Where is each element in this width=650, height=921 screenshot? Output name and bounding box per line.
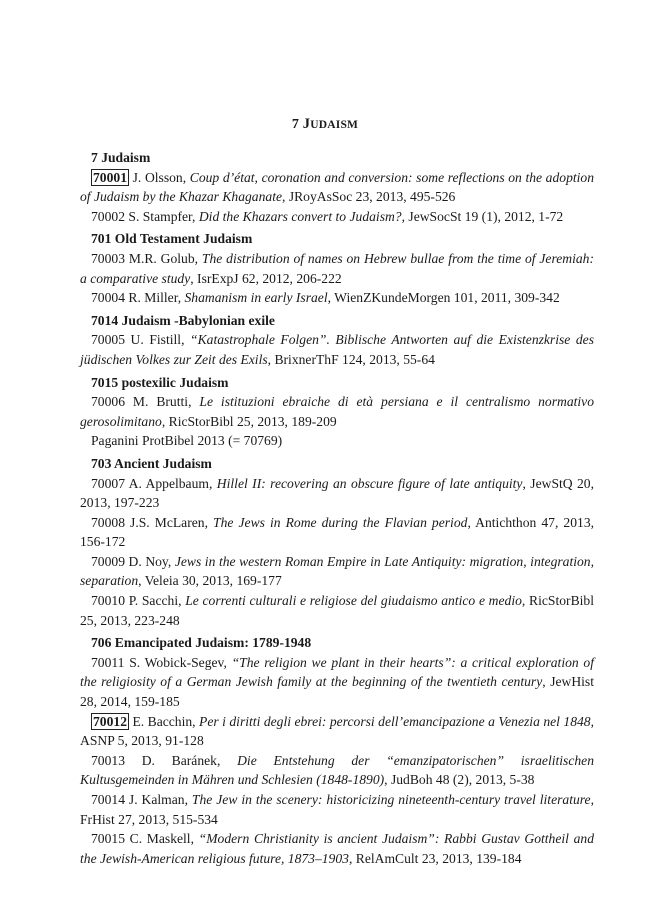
- entry-title: The Jews in Rome during the Flavian period: [213, 514, 468, 530]
- bibliography-entry: 70012 E. Bacchin, Per i diritti degli ebrei: percorsi dell’emancipazione a Venezia nel 1848, ASNP 5, 2013, 91-128: [80, 713, 595, 749]
- entry-source: Antichthon 47, 2013, 156-172: [80, 514, 595, 550]
- section: [80, 633, 594, 868]
- bibliography-entry: 70014 J. Kalman, The Jew in the scenery: historicizing nineteenth-century travel literature, FrHist 27, 2013, 515-534: [80, 792, 594, 827]
- entry-source: JewStQ 20, 2013, 197-223: [80, 475, 595, 511]
- bibliography-entry: 70015 C. Maskell, “Modern Christianity is ancient Judaism”: Rabbi Gustav Gottheil and the Jewish-American religious future, 1873–1903, RelAmCult 23, 2013, 139-184: [80, 831, 594, 866]
- bibliography-entry: 70013 D. Baránek, Die Entstehung der “emanzipatorischen” israelitischen Kultusgemeinden in Mähren und Schlesien (1848-1890), JudBoh 48 (2), 2013, 5-38: [80, 752, 595, 788]
- entry-source: RelAmCult 23, 2013, 139-184: [355, 850, 522, 866]
- entry-title: Le istituzioni ebraiche di età persiana e il centralismo normativo gerosolimitano: [80, 394, 594, 429]
- entry-number: 70006: [91, 394, 125, 410]
- entry-source: JewSocSt 19 (1), 2012, 1-72: [408, 208, 564, 224]
- entry-author: D. Noy: [128, 553, 168, 569]
- entry-author: D. Baránek: [141, 752, 217, 768]
- chapter-number: 7: [291, 117, 300, 132]
- entry-source: FrHist 27, 2013, 515-534: [80, 811, 218, 827]
- bibliography-entry: 70001 J. Olsson, Coup d’état, coronation and conversion: some reflections on the adoption of Judaism by the Khazar Khaganate, JRoyAsSoc 23, 2013, 495-526: [80, 169, 595, 205]
- chapter-title: [0, 116, 650, 133]
- bibliography-entry: 70011 S. Wobick-Segev, “The religion we plant in their hearts”: a critical exploration of the religiosity of a German Jewish family at the beginning of the twentieth century, JewHist 28, 2014, 159-185: [80, 654, 594, 710]
- section: [80, 311, 594, 370]
- entry-title: Coup d’état, coronation and conversion: some reflections on the adoption of Judaism by the Khazar Khaganate: [80, 169, 595, 205]
- entry-source: JRoyAsSoc 23, 2013, 495-526: [288, 189, 456, 205]
- entry-title: “Modern Christianity is ancient Judaism”: Rabbi Gustav Gottheil and the Jewish-American religious future, 1873–1903: [80, 831, 594, 866]
- entry-number: 70011: [91, 654, 125, 670]
- entry-author: C. Maskell: [129, 831, 191, 847]
- entry-number: 70003: [91, 250, 125, 266]
- entry-number: 70002: [91, 208, 125, 224]
- entry-source: RicStorBibl 25, 2013, 223-248: [80, 593, 594, 628]
- entry-author: J. Olsson: [132, 169, 183, 185]
- bibliography-entry: 70004 R. Miller, Shamanism in early Israel, WienZKundeMorgen 101, 2011, 309-342: [91, 290, 560, 306]
- entry-number: 70008: [91, 514, 125, 530]
- section-heading: 703 Ancient Judaism: [91, 455, 212, 471]
- bibliography-entry: 70003 M.R. Golub, The distribution of names on Hebrew bullae from the time of Jeremiah: a comparative study, IsrExpJ 62, 2012, 206-222: [80, 250, 595, 286]
- chapter-title-rest: UDAISM: [310, 119, 359, 131]
- entry-number: 70009: [91, 553, 125, 569]
- section: [80, 229, 594, 307]
- entry-source: JudBoh 48 (2), 2013, 5-38: [390, 772, 535, 788]
- entry-title: Per i diritti degli ebrei: percorsi dell’emancipazione a Venezia nel 1848: [199, 713, 591, 729]
- entry-source: BrixnerThF 124, 2013, 55-64: [274, 351, 435, 367]
- entry-title: Hillel II: recovering an obscure figure of late antiquity: [216, 475, 523, 491]
- entry-author: M. Brutti: [132, 394, 189, 410]
- entry-author: R. Miller: [128, 290, 178, 306]
- entry-number: 70013: [91, 752, 125, 768]
- entry-title: “Katastrophale Folgen”. Biblische Antworten auf die Existenzkrise des jüdischen Volkes zur Zeit des Exils: [80, 332, 595, 367]
- entry-number: 70007: [91, 475, 125, 491]
- bibliography-entry: 70002 S. Stampfer, Did the Khazars convert to Judaism?, JewSocSt 19 (1), 2012, 1-72: [91, 208, 564, 224]
- entry-title: “The religion we plant in their hearts”: a critical exploration of the religiosity of a German Jewish family at the beginning of the twentieth century: [80, 654, 594, 690]
- bibliography-entry: 70006 M. Brutti, Le istituzioni ebraiche di età persiana e il centralismo normativo gerosolimitano, RicStorBibl 25, 2013, 189-209: [80, 394, 594, 429]
- entry-number: 70015: [91, 831, 125, 847]
- entry-author: A. Appelbaum: [128, 475, 209, 491]
- bibliography-entry: 70007 A. Appelbaum, Hillel II: recovering an obscure figure of late antiquity, JewStQ 20, 2013, 197-223: [80, 475, 595, 511]
- section-heading: 7 Judaism: [91, 150, 151, 165]
- section-heading: 7015 postexilic Judaism: [91, 374, 229, 390]
- bibliography-list: [80, 148, 594, 868]
- entry-title: The Jew in the scenery: historicizing nineteenth-century travel literature: [191, 792, 591, 807]
- entry-title: Die Entstehung der “emanzipatorischen” israelitischen Kultusgemeinden in Mähren und Schlesien (1848-1890): [80, 752, 595, 788]
- entry-source: RicStorBibl 25, 2013, 189-209: [168, 413, 337, 429]
- entry-source: Veleia 30, 2013, 169-177: [144, 573, 282, 589]
- entry-author: E. Bacchin: [132, 713, 193, 729]
- entry-number: 70001: [93, 169, 127, 185]
- entry-title: Le correnti culturali e religiose del giudaismo antico e medio: [185, 593, 522, 609]
- section-heading: 7014 Judaism -Babylonian exile: [91, 312, 275, 328]
- entry-source: WienZKundeMorgen 101, 2011, 309-342: [334, 290, 560, 306]
- section-heading: 701 Old Testament Judaism: [91, 231, 253, 247]
- entry-author: M.R. Golub: [128, 250, 195, 266]
- section: [80, 454, 594, 630]
- entry-source: IsrExpJ 62, 2012, 206-222: [197, 270, 342, 286]
- entry-title: Shamanism in early Israel: [184, 290, 328, 306]
- bibliography-entry: 70008 J.S. McLaren, The Jews in Rome during the Flavian period, Antichthon 47, 2013, 156-172: [80, 514, 595, 550]
- entry-author: J.S. McLaren: [130, 514, 205, 530]
- entry-title: Did the Khazars convert to Judaism?: [198, 208, 402, 224]
- entry-number: 70004: [91, 290, 125, 306]
- bibliography-entry: 70010 P. Sacchi, Le correnti culturali e religiose del giudaismo antico e medio, RicStorBibl 25, 2013, 223-248: [80, 593, 594, 628]
- entry-author: P. Sacchi: [128, 593, 179, 609]
- section: [80, 373, 594, 451]
- bibliography-entry: 70009 D. Noy, Jews in the western Roman Empire in Late Antiquity: migration, integration, separation, Veleia 30, 2013, 169-177: [80, 553, 594, 589]
- entry-number: 70010: [91, 593, 125, 609]
- cross-reference-note: Paganini ProtBibel 2013 (= 70769): [91, 433, 283, 449]
- entry-author: J. Kalman: [128, 792, 185, 807]
- section-heading: 706 Emancipated Judaism: 1789-1948: [91, 635, 312, 651]
- entry-number: 70014: [91, 792, 125, 807]
- entry-author: S. Stampfer: [128, 208, 193, 224]
- entry-author: U. Fistill: [130, 332, 182, 348]
- entry-title: Jews in the western Roman Empire in Late Antiquity: migration, integration, separation: [80, 553, 594, 589]
- entry-number: 70012: [93, 713, 127, 729]
- chapter-title-initial: J: [302, 116, 311, 132]
- entry-title: The distribution of names on Hebrew bullae from the time of Jeremiah: a comparative study: [80, 250, 595, 286]
- entry-author: S. Wobick-Segev: [129, 654, 224, 670]
- bibliography-entry: 70005 U. Fistill, “Katastrophale Folgen”. Biblische Antworten auf die Existenzkrise des jüdischen Volkes zur Zeit des Exils, BrixnerThF 124, 2013, 55-64: [80, 332, 595, 367]
- entry-number: 70005: [91, 332, 125, 348]
- entry-source: JewHist 28, 2014, 159-185: [80, 674, 594, 710]
- entry-source: ASNP 5, 2013, 91-128: [80, 733, 204, 749]
- section: [80, 148, 594, 226]
